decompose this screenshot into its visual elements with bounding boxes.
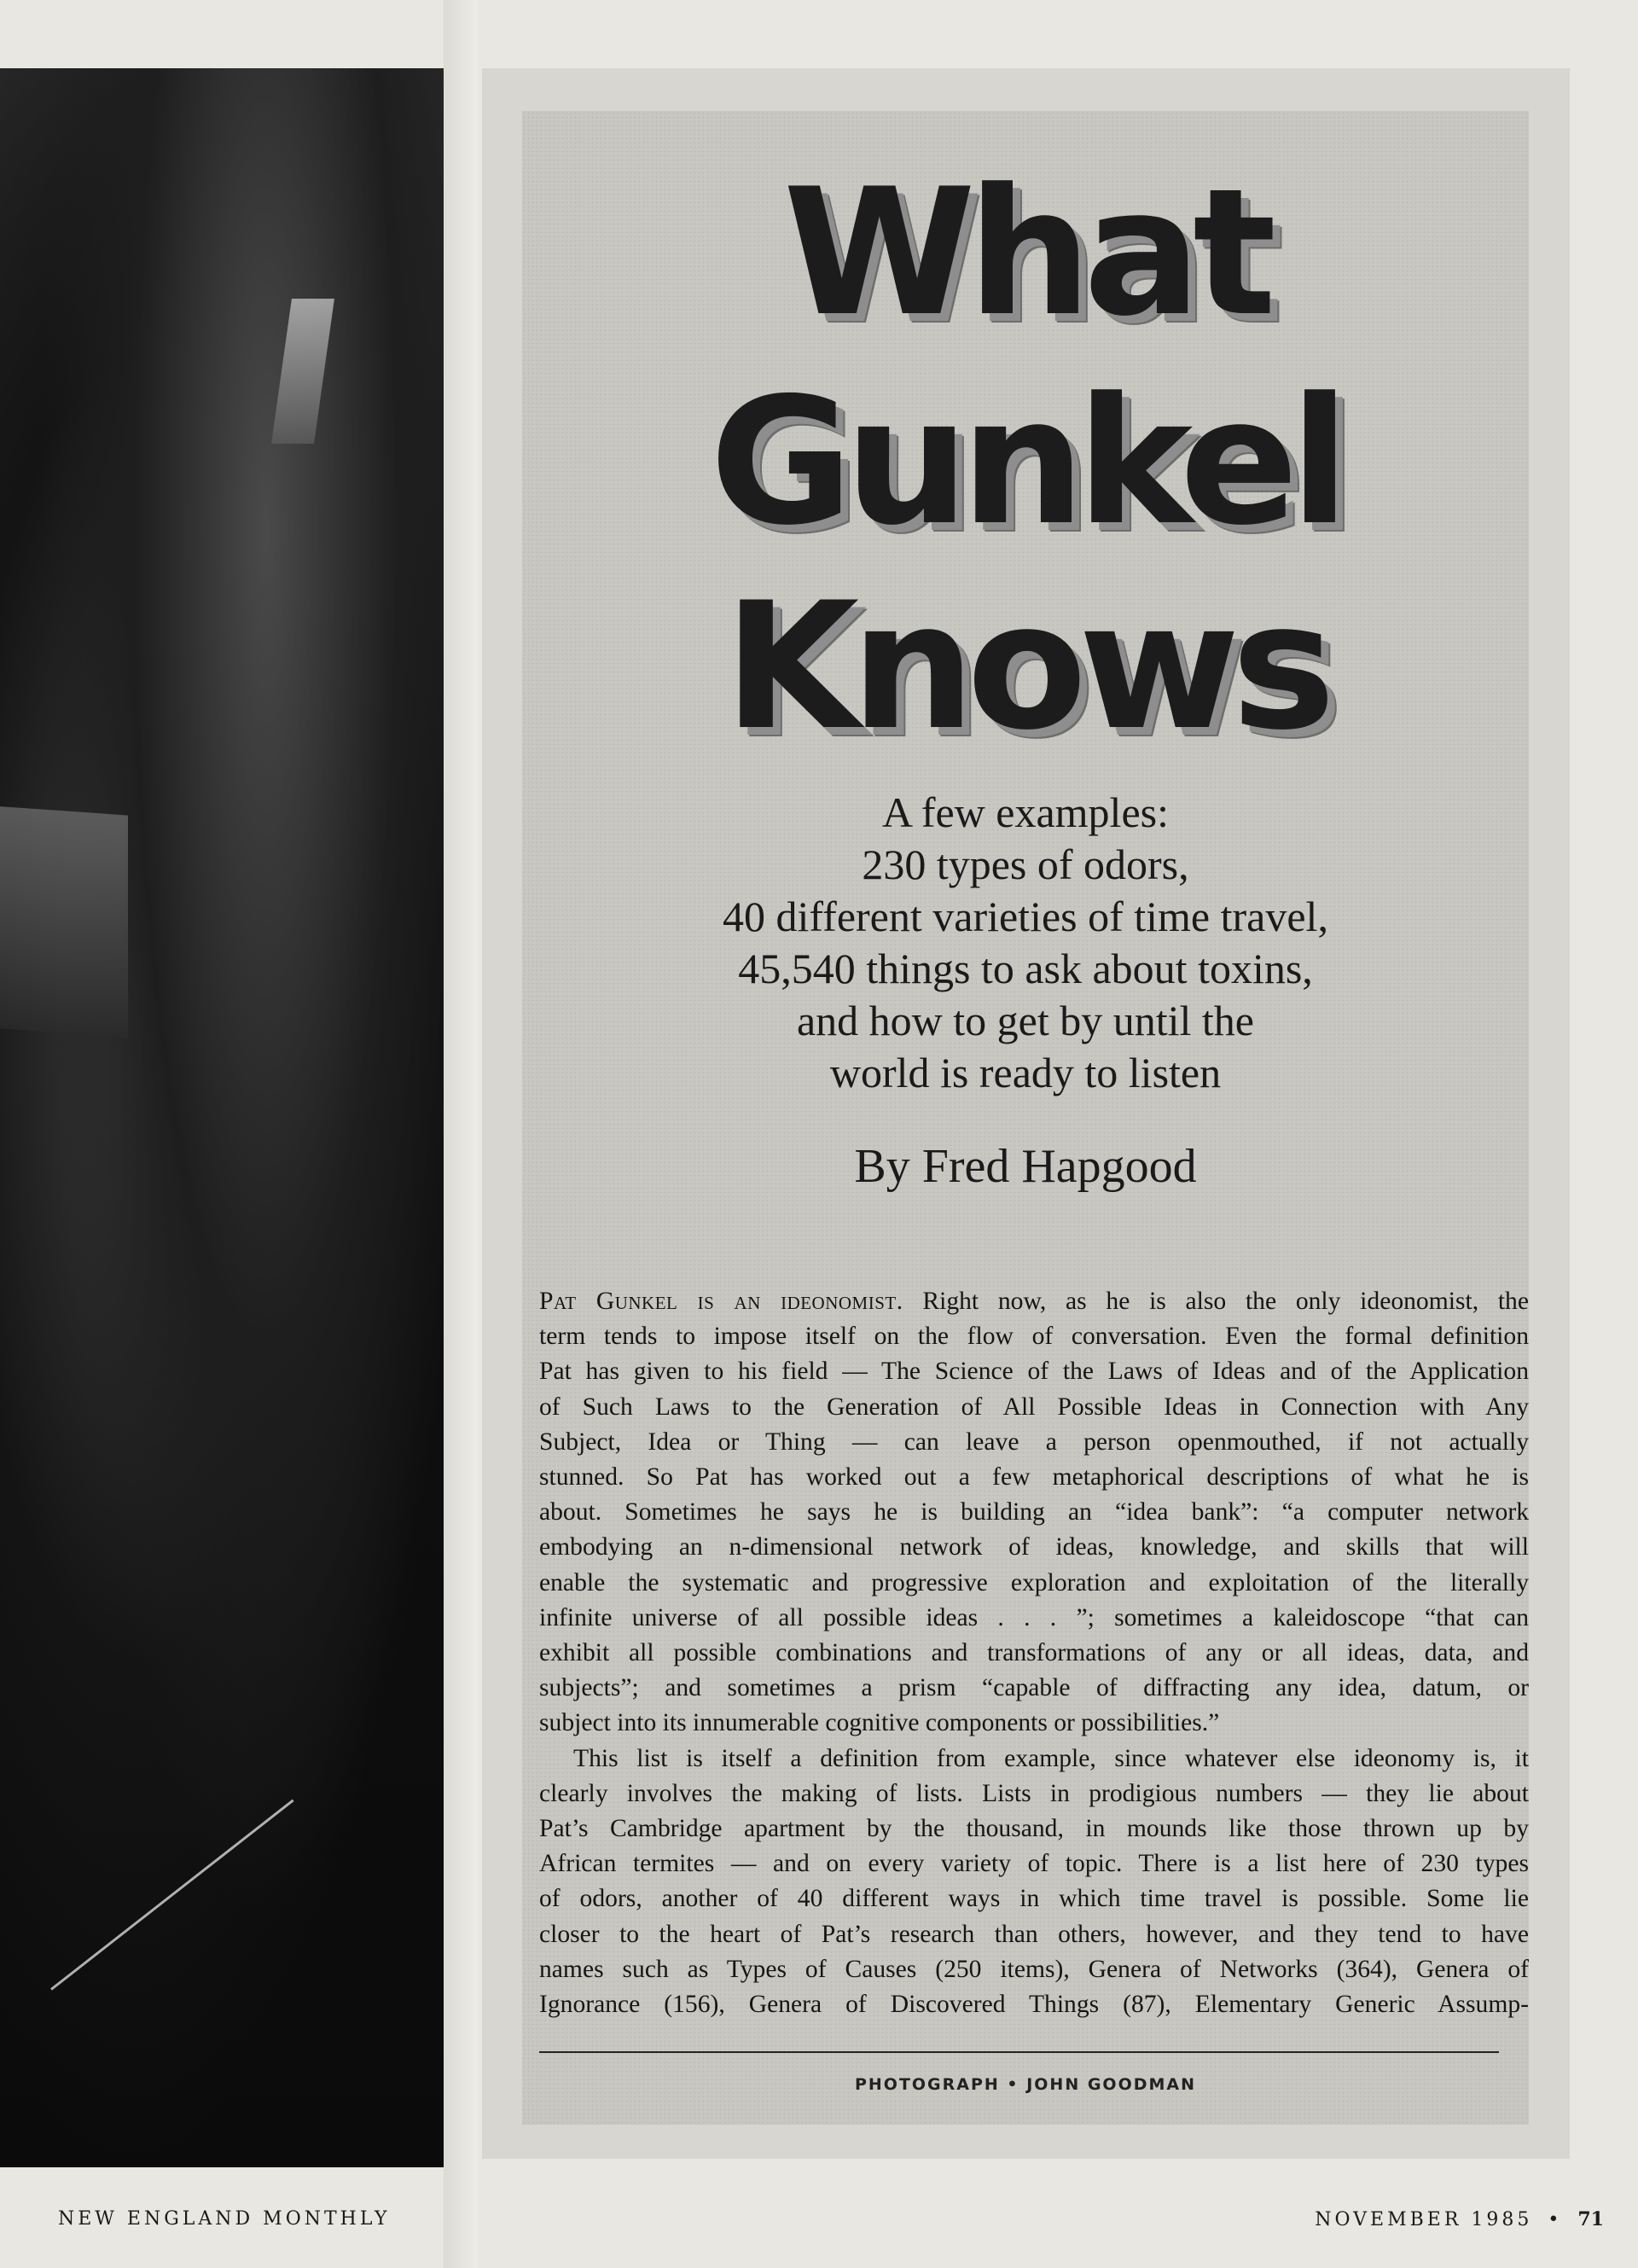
- article-line: Pat has given to his field — The Science of the Laws of Ideas and of the Application: [539, 1358, 1529, 1386]
- article-line: exhibit all possible combinations and transformations of any or all ideas, data, and: [539, 1639, 1529, 1667]
- subtitle: [522, 787, 1529, 1099]
- headline-line-1: What: [782, 152, 1269, 355]
- subtitle-line: 40 different varieties of time travel,: [723, 893, 1328, 940]
- article-line: stunned. So Pat has worked out a few metaphorical descriptions of what he is: [539, 1463, 1529, 1492]
- article-line: names such as Types of Causes (250 items), Genera of Networks (364), Genera of: [539, 1955, 1529, 1983]
- article-body: [539, 1284, 1529, 2022]
- article-line: Pat’s Cambridge apartment by the thousand, in mounds like those thrown up by: [539, 1815, 1529, 1843]
- subtitle-line: 45,540 things to ask about toxins,: [738, 945, 1313, 992]
- article-line: clearly involves the making of lists. Lists in prodigious numbers — they lie about: [539, 1779, 1529, 1807]
- byline: By Fred Hapgood: [854, 1140, 1197, 1193]
- page-gutter: [444, 0, 478, 2268]
- article-line: infinite universe of all possible ideas . . . ”; sometimes a kaleidoscope “that can: [539, 1603, 1529, 1631]
- cover-photograph: [0, 68, 444, 2167]
- article-line: enable the systematic and progressive exploration and exploitation of the literally: [539, 1568, 1529, 1596]
- article-line: of odors, another of 40 different ways in which time travel is possible. Some lie: [539, 1885, 1529, 1913]
- article-lead-in: Pat Gunkel is an ideonomist.: [539, 1288, 903, 1315]
- page-number: 71: [1577, 2208, 1604, 2230]
- article-line: of Such Laws to the Generation of All Possible Ideas in Connection with Any: [539, 1393, 1529, 1421]
- article-line: embodying an n-dimensional network of ideas, knowledge, and skills that will: [539, 1533, 1529, 1561]
- footer-publication: NEW ENGLAND MONTHLY: [58, 2208, 391, 2230]
- photo-window-highlight: [271, 299, 334, 444]
- article-line: Subject, Idea or Thing — can leave a person openmouthed, if not actually: [539, 1428, 1529, 1456]
- article-line-text: Right now, as he is also the only ideonomist, the: [903, 1288, 1529, 1315]
- article-line: African termites — and on every variety of topic. There is a list here of 230 types: [539, 1850, 1529, 1878]
- photo-light-streak: [50, 1800, 294, 1991]
- article-line: This list is itself a definition from example, since whatever else ideonomy is, it: [573, 1744, 1529, 1772]
- subtitle-line: A few examples:: [881, 788, 1169, 836]
- footer-issue-date: NOVEMBER 1985: [1315, 2209, 1533, 2230]
- subtitle-line: and how to get by until the: [796, 997, 1255, 1044]
- photo-credit: PHOTOGRAPH • JOHN GOODMAN: [854, 2075, 1197, 2094]
- subtitle-line: world is ready to listen: [829, 1049, 1222, 1096]
- article-line: closer to the heart of Pat’s research than others, however, and they tend to have: [539, 1920, 1529, 1948]
- footer-separator: •: [1548, 2209, 1563, 2230]
- credit-divider: [539, 2051, 1499, 2053]
- article-line: about. Sometimes he says he is building an “idea bank”: “a computer network: [539, 1498, 1529, 1527]
- article-line: [539, 1284, 1529, 1319]
- subtitle-line: 230 types of odors,: [862, 840, 1189, 888]
- article-line: subjects”; and sometimes a prism “capable of diffracting any idea, datum, or: [539, 1674, 1529, 1702]
- article-line: subject into its innumerable cognitive components or possibilities.”: [539, 1709, 1220, 1737]
- headline-line-3: Knows: [723, 566, 1327, 769]
- headline-line-2: Gunkel: [709, 361, 1342, 564]
- footer-issue-info: [1315, 2208, 1604, 2230]
- article-line: Ignorance (156), Genera of Discovered Things (87), Elementary Generic Assump-: [539, 1991, 1529, 2019]
- article-line: term tends to impose itself on the flow of conversation. Even the formal definition: [539, 1323, 1529, 1351]
- photo-shelf: [0, 805, 128, 1037]
